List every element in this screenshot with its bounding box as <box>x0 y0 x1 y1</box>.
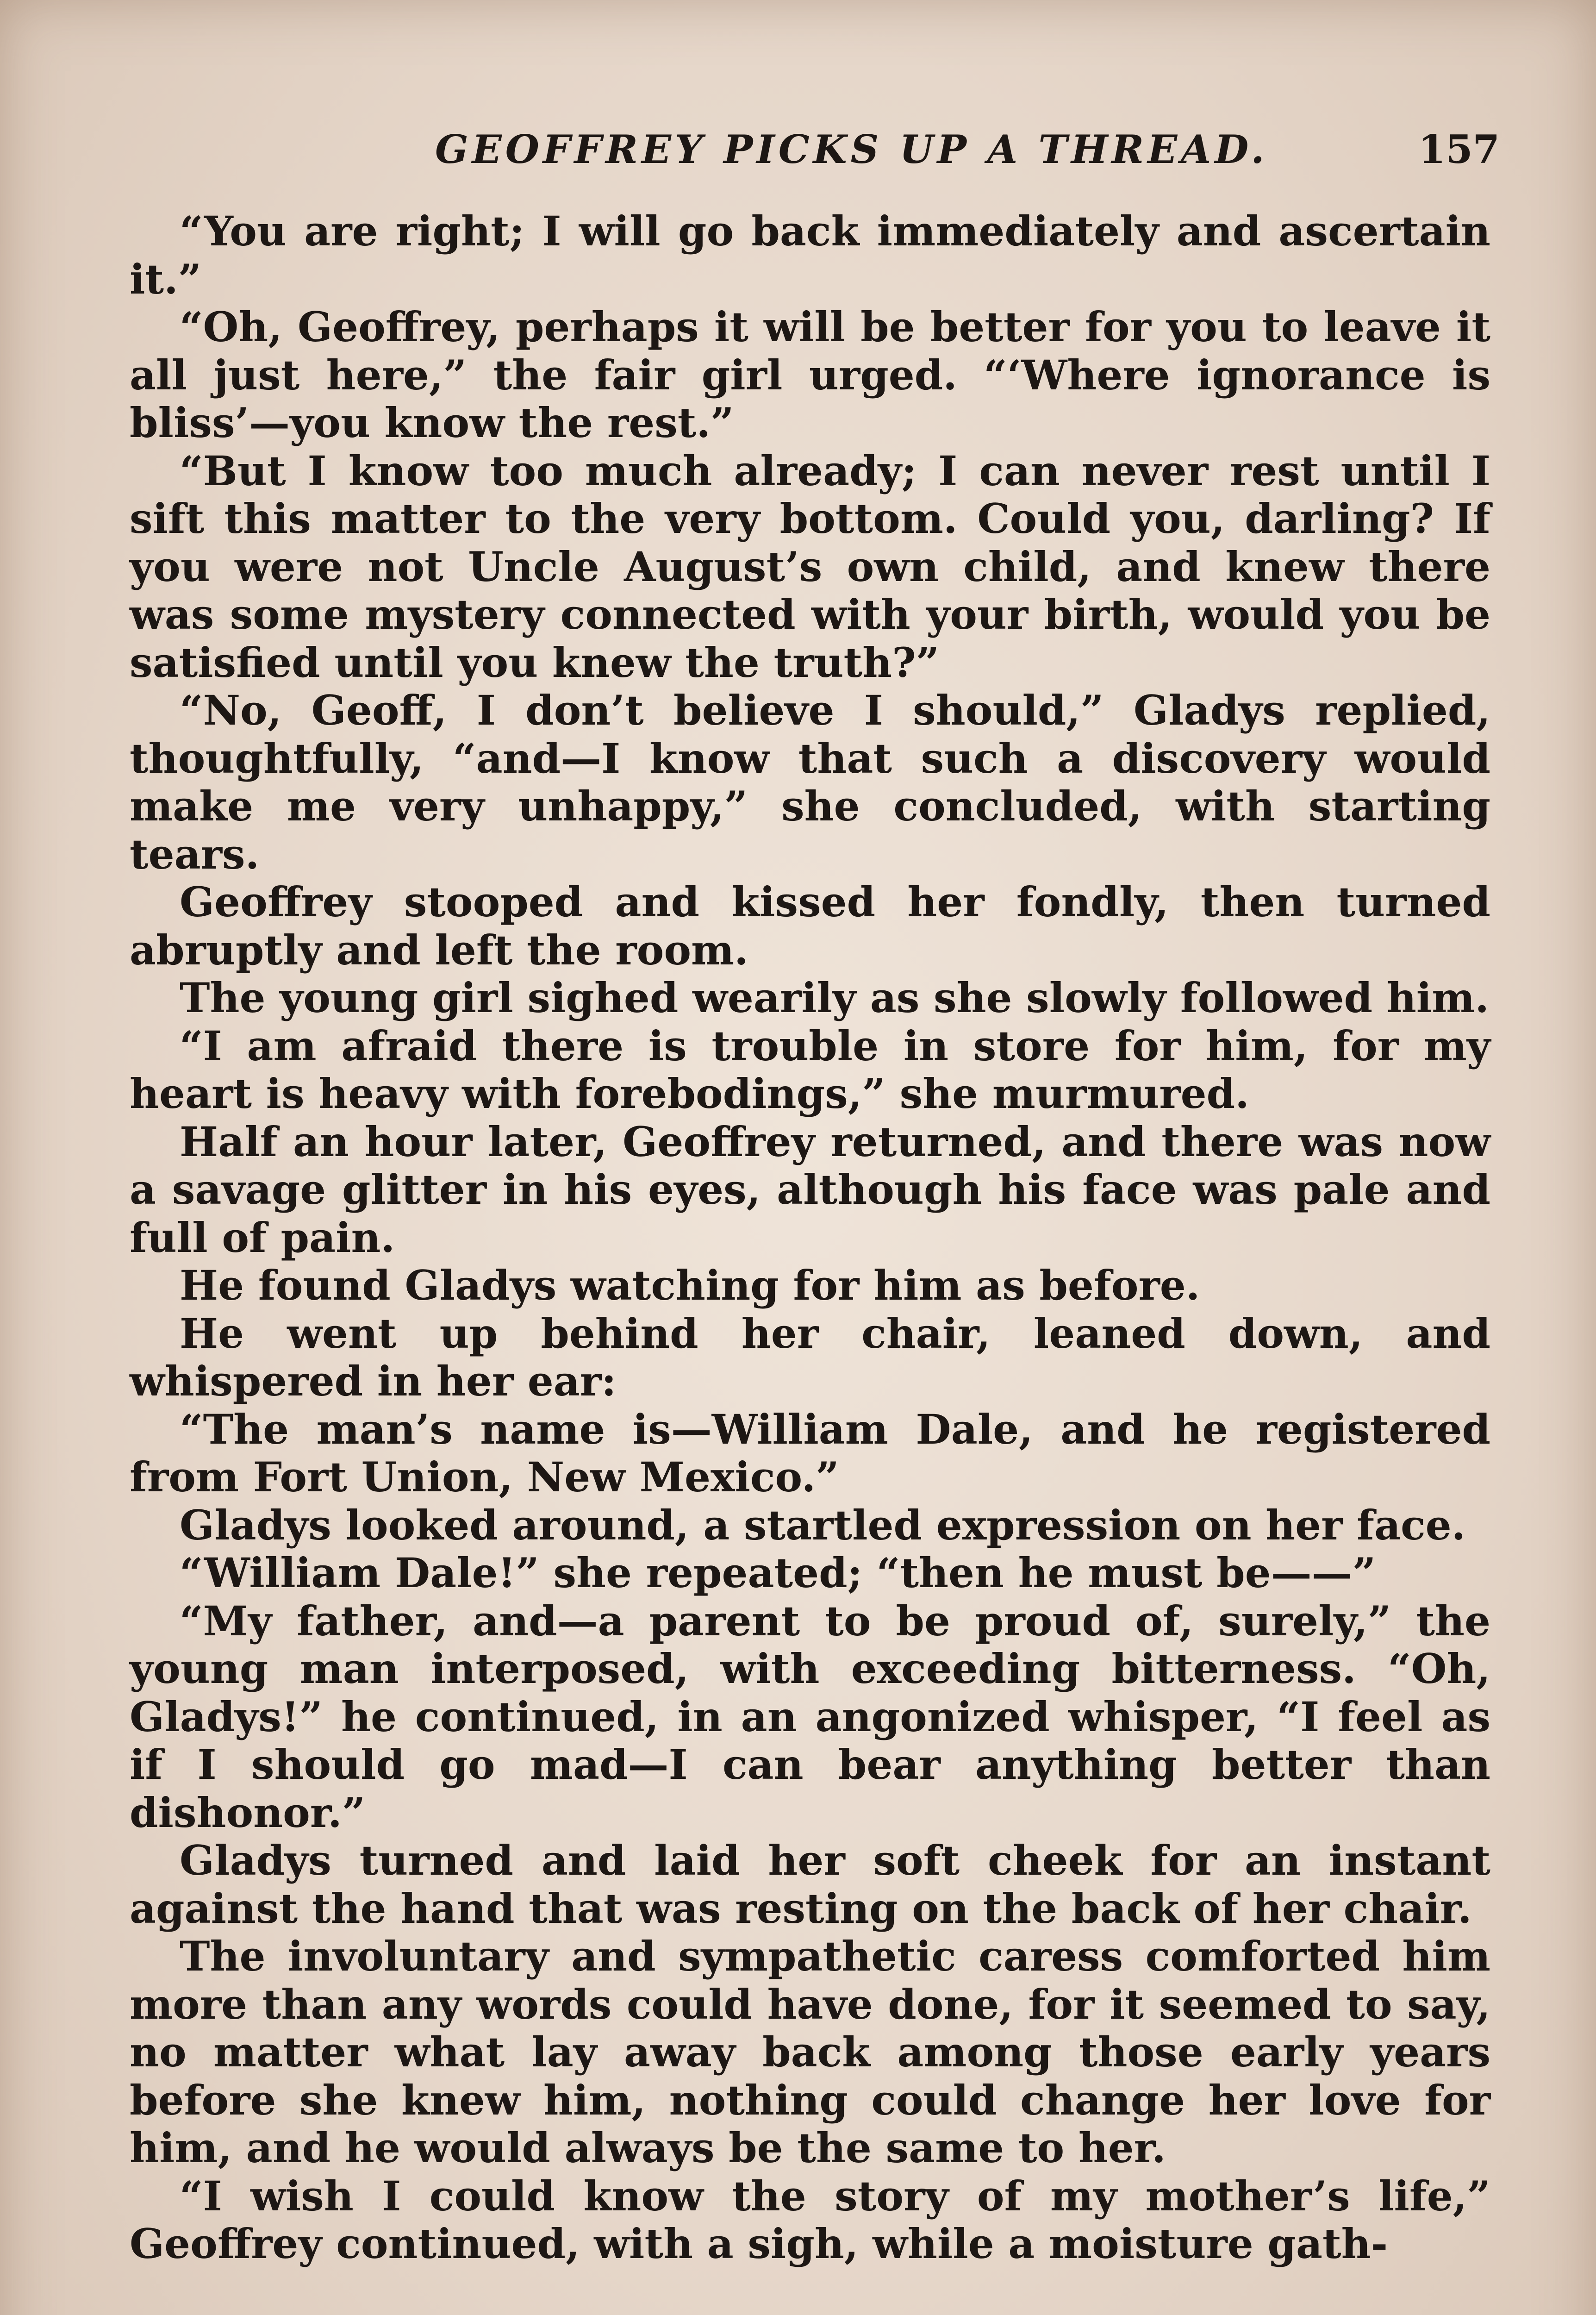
paragraph: “Oh, Geoffrey, perhaps it will be better for you to leave it all just here,” the fair girl urged. “‘Where ignorance is bliss’—you know the rest.” <box>130 303 1490 447</box>
page-header <box>130 124 1500 175</box>
paragraph: “I am afraid there is trouble in store for him, for my heart is heavy with forebodings,” she murmured. <box>130 1021 1490 1118</box>
paragraph: “My father, and—a parent to be proud of, surely,” the young man interposed, with exceeding bitterness. “Oh, Gladys!” he continued, in an angonized whisper, “I feel as if I should go mad—I can bear anything better than dishonor.” <box>130 1596 1490 1837</box>
paragraph: He went up behind her chair, leaned down, and whispered in her ear: <box>130 1309 1490 1405</box>
paragraph: The young girl sighed wearily as she slowly followed him. <box>180 974 1489 1022</box>
running-title: GEOFFREY PICKS UP A THREAD. <box>435 126 1268 172</box>
body-text <box>130 207 1490 2268</box>
paragraph: “You are right; I will go back immediately and ascertain it.” <box>130 207 1490 303</box>
paragraph: Geoffrey stooped and kissed her fondly, then turned abruptly and left the room. <box>130 878 1490 974</box>
paragraph: “I wish I could know the story of my mother’s life,” Geoffrey continued, with a sigh, while a moisture gath- <box>130 2171 1490 2268</box>
paragraph: “The man’s name is—William Dale, and he registered from Fort Union, New Mexico.” <box>130 1405 1490 1501</box>
page-number: 157 <box>1418 126 1500 172</box>
paragraph: “But I know too much already; I can never rest until I sift this matter to the very bottom. Could you, darling? If you were not Uncle August’s own child, and knew there was some mystery connected with your birth, would you be satisfied until you knew the truth?” <box>130 446 1490 687</box>
paragraph: Gladys turned and laid her soft cheek for an instant against the hand that was resting on the back of her chair. <box>130 1836 1490 1933</box>
paragraph: He found Gladys watching for him as before. <box>180 1261 1200 1309</box>
paragraph: Half an hour later, Geoffrey returned, and there was now a savage glitter in his eyes, although his face was pale and full of pain. <box>130 1117 1490 1262</box>
paragraph: Gladys looked around, a startled expression on her face. <box>180 1501 1466 1549</box>
paragraph: “No, Geoff, I don’t believe I should,” Gladys replied, thoughtfully, “and—I know that such a discovery would make me very unhappy,” she concluded, with starting tears. <box>130 686 1490 878</box>
paragraph: The involuntary and sympathetic caress comforted him more than any words could have done, for it seemed to say, no matter what lay away back among those early years before she knew him, nothing could change her love for him, and he would always be the same to her. <box>130 1932 1490 2172</box>
paragraph: “William Dale!” she repeated; “then he must be——” <box>180 1549 1376 1597</box>
